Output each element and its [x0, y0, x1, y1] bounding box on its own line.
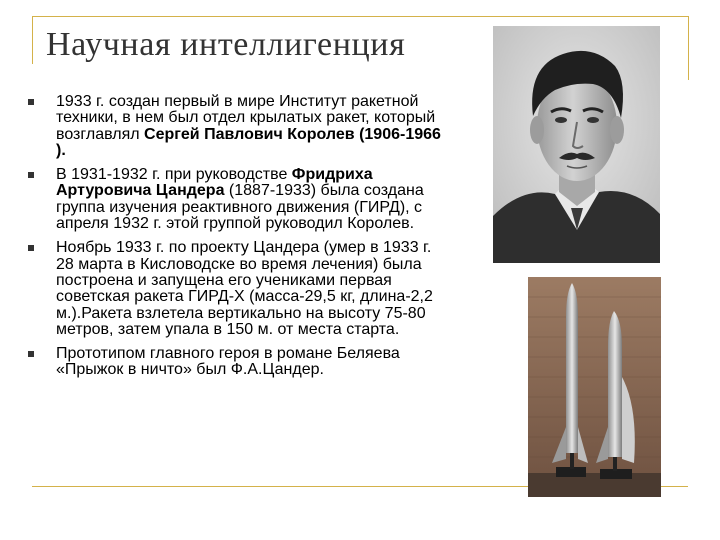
rockets-photo [528, 277, 661, 497]
bullet-text: Прототипом главного героя в романе Беляева «Прыжок в ничто» был Ф.А.Цандер. [56, 345, 400, 379]
rockets-illustration [528, 277, 661, 497]
bullet-text: 1933 г. создан первый в мире Институт ракетной техники, в нем был отдел крылатых ракет, который возглавлял Сергей Павлович Королев (1906-1966 ). [56, 93, 441, 159]
bullet-square-icon [28, 172, 34, 178]
bullet-item [28, 240, 448, 338]
bullet-square-icon [28, 99, 34, 105]
bullet-text: В 1931-1932 г. при руководстве Фридриха Артуровича Цандера (1887-1933) была создана группа изучения реактивного движения (ГИРД), с апреля 1932 г. этой группой руководил Королев. [56, 166, 424, 233]
bullet-text: Ноябрь 1933 г. по проекту Цандера (умер в 1933 г. 28 марта в Кисловодске во время лечения) была построена и запущена его учениками первая советская ракета ГИРД-Х (масса-29,5 кг, длина-2,2 м.).Ракета взлетела вертикально на высоту 75-80 метров, затем упала в 150 м. от места старта. [56, 239, 433, 338]
bullet-square-icon [28, 351, 34, 357]
bullet-item [28, 346, 448, 379]
frame-left-line [32, 16, 33, 64]
portrait-photo [493, 26, 660, 263]
bullet-square-icon [28, 245, 34, 251]
slide-title: Научная интеллигенция [46, 26, 406, 63]
bullet-item [28, 94, 448, 159]
portrait-illustration [493, 26, 660, 263]
frame-right-line [688, 16, 689, 80]
bullet-list [28, 94, 448, 387]
bullet-item [28, 167, 448, 232]
frame-top-line [32, 16, 688, 17]
